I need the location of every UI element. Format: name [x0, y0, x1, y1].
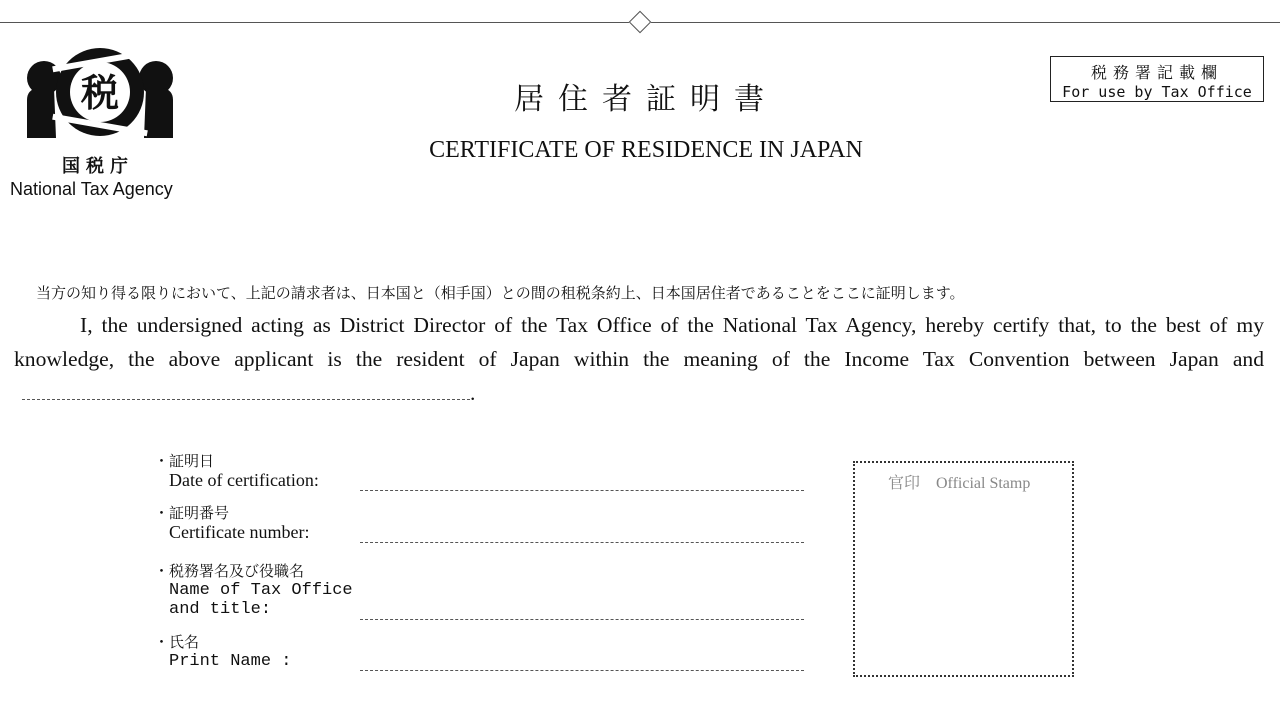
agency-name-ja: 国税庁 — [62, 156, 134, 177]
number-field-label — [154, 504, 309, 542]
agency-name-en: National Tax Agency — [10, 179, 173, 199]
certification-statement-text: I, the undersigned acting as District Director of the Tax Office of the National Tax Agency, hereby certify that, to the best of my knowledge, the above applicant is the resident of Japan within the meaning of the Income Tax Convention between Japan and — [14, 313, 1264, 371]
official-stamp-label: 官印 Official Stamp — [888, 475, 1031, 492]
tax-office-use-label-ja: 税務署記載欄 — [1090, 63, 1223, 82]
date-label-ja: ・証明日 — [154, 452, 215, 470]
certification-statement-en — [14, 308, 1264, 410]
office-label-en-2: and title: — [169, 600, 272, 619]
document-title-en: CERTIFICATE OF RESIDENCE IN JAPAN — [429, 137, 863, 163]
certificate-number-blank[interactable] — [360, 542, 804, 543]
tax-office-use-box — [1050, 56, 1264, 102]
date-label-en: Date of certification: — [169, 470, 319, 490]
name-field-label — [154, 633, 291, 671]
date-of-certification-blank[interactable] — [360, 490, 804, 491]
name-label-en: Print Name : — [169, 652, 292, 671]
tax-office-use-label-en: For use by Tax Office — [1062, 83, 1252, 101]
name-label-ja: ・氏名 — [154, 633, 200, 651]
certification-statement-ja: 当方の知り得る限りにおいて、上記の請求者は、日本国と（相手国）との間の租税条約上、日本国居住者であることをここに証明します。 — [36, 284, 965, 302]
document-title-ja: 居住者証明書 — [514, 82, 778, 117]
treaty-country-blank[interactable] — [22, 391, 470, 400]
official-stamp-box — [853, 461, 1074, 677]
office-label-ja: ・税務署名及び役職名 — [154, 562, 305, 580]
tax-office-title-blank[interactable] — [360, 619, 804, 620]
logo-glyph: 税 — [80, 71, 120, 115]
top-rule — [651, 22, 1280, 23]
number-label-en: Certificate number: — [169, 522, 310, 542]
diamond-ornament — [629, 11, 652, 34]
office-label-en-1: Name of Tax Office — [169, 581, 353, 600]
date-field-label — [154, 452, 319, 490]
office-field-label — [154, 562, 353, 619]
top-rule — [0, 22, 629, 23]
number-label-ja: ・証明番号 — [154, 504, 230, 522]
statement-period: . — [470, 381, 476, 405]
print-name-blank[interactable] — [360, 670, 804, 671]
